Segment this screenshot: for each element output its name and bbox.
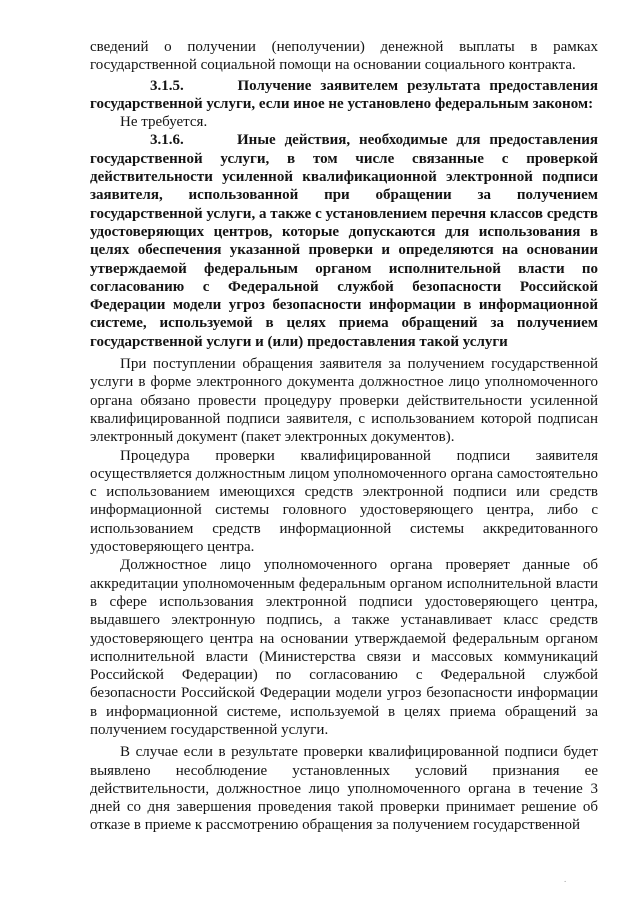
document-body	[90, 38, 598, 835]
paragraph-2: Процедура проверки квалифицированной подписи заявителя осуществляется должностным лицом уполномоченного органа самостоятельно с использованием имеющихся средств электронной подписи или средств информационной системы головного удостоверяющего центра, либо с использованием средств информационной системы аккредитованного удостоверяющего центра.	[90, 447, 598, 556]
paragraph-continuation: сведений о получении (неполучении) денежной выплаты в рамках государственной социальной помощи на основании социального контракта.	[90, 39, 598, 74]
paragraph-1: При поступлении обращения заявителя за получением государственной услуги в форме электронного документа должностное лицо уполномоченного органа обязано провести процедуру проверки действительности усиленной квалифицированной подписи заявителя, с использованием которой подписан электронный документ (пакет электронных документов).	[90, 356, 598, 446]
section-3-1-5-number: 3.1.5.	[150, 77, 184, 94]
section-3-1-6-title: Иные действия, необходимые для предоставления государственной услуги, в том числе связанные с проверкой действительности усиленной квалификационной электронной подписи заявителя, использованной при обращении за получением государственной услуги, а также с установлением перечня классов средств удостоверяющих центров, которые допускаются для использования в целях обеспечения указанной проверки и определяются на основании утверждаемой федеральным органом исполнительной власти по согласованию с Федеральной службой безопасности Российской Федерации модели угроз безопасности информации в информационной системе, используемой в целях приема обращений за получением государственной услуги и (или) предоставления такой услуги	[90, 132, 599, 350]
paragraph-not-required: Не требуется.	[120, 114, 208, 131]
paragraph-4: В случае если в результате проверки квалифицированной подписи будет выявлено несоблюдение установленных условий признания ее действительности, должностное лицо уполномоченного органа в течение 3 дней со дня завершения проведения такой проверки принимает решение об отказе в приеме к рассмотрению обращения за получением государственной	[90, 744, 598, 834]
section-3-1-5-heading	[90, 77, 598, 114]
section-3-1-6-heading	[90, 131, 598, 351]
section-3-1-5-title: Получение заявителем результата предоставления государственной услуги, если иное не установлено федеральным законом:	[90, 77, 598, 112]
paragraph-3: Должностное лицо уполномоченного органа проверяет данные об аккредитации уполномоченным федеральным органом исполнительной власти в сфере использования электронной подписи удостоверяющего центра, выдавшего электронную подпись, а также устанавливает класс средств удостоверяющего центра на основании утверждаемой федеральным органом исполнительной власти (Министерства связи и массовых коммуникаций Российской Федерации) по согласованию с Федеральной службой безопасности Российской Федерации модели угроз безопасности информации в информационной системе, используемой в целях приема обращений за получением государственной услуги.	[90, 557, 598, 738]
page-mark: .	[564, 874, 567, 884]
section-3-1-6-number: 3.1.6.	[150, 132, 184, 149]
